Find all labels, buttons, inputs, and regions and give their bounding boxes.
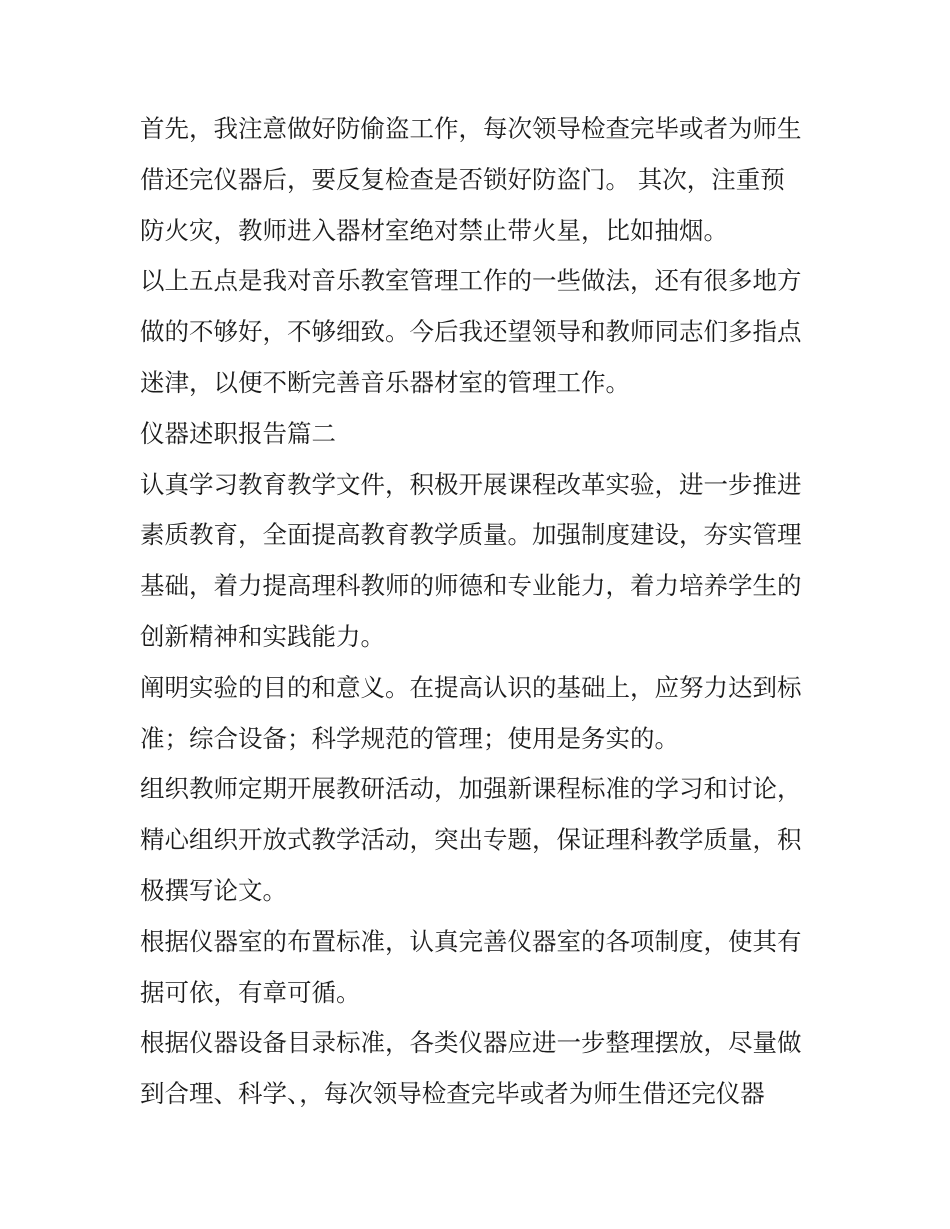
paragraph-purpose: [140, 663, 820, 765]
text-line: 根据仪器设备目录标准，各类仪器应进一步整理摆放，尽量做: [140, 1028, 802, 1058]
heading-line: 仪器述职报告篇二: [140, 418, 336, 448]
text-line: 防火灾，教师进入器材室绝对禁止带火星，比如抽烟。: [140, 215, 728, 245]
paragraph-conclusion: [140, 256, 820, 408]
text-line: 精心组织开放式教学活动，突出专题，保证理科教学质量，积: [140, 825, 802, 855]
text-line: 创新精神和实践能力。: [140, 621, 385, 651]
text-line: 借还完仪器后，要反复检查是否锁好防盗门。 其次，注重预: [140, 164, 785, 194]
text-line: 到合理、科学、，每次领导检查完毕或者为师生借还完仪器: [140, 1079, 765, 1109]
text-line: 阐明实验的目的和意义。在提高认识的基础上，应努力达到标: [140, 672, 802, 702]
paragraph-study: [140, 460, 820, 663]
text-line: 首先，我注意做好防偷盗工作，每次领导检查完毕或者为师生: [140, 114, 802, 143]
paragraph-teaching-research: [140, 764, 820, 916]
paragraph-equipment-catalog: [140, 1018, 820, 1120]
text-line: 以上五点是我对音乐教室管理工作的一些做法，还有很多地方: [140, 266, 802, 296]
document-body: [140, 104, 820, 1120]
text-line: 做的不够好，不够细致。今后我还望领导和教师同志们多指点: [140, 317, 802, 347]
text-line: 组织教师定期开展教研活动，加强新课程标准的学习和讨论，: [140, 774, 802, 804]
text-line: 准；综合设备；科学规范的管理；使用是务实的。: [140, 723, 679, 753]
text-line: 素质教育，全面提高教育教学质量。加强制度建设，夯实管理: [140, 520, 802, 550]
text-line: 认真学习教育教学文件，积极开展课程改革实验，进一步推进: [140, 469, 802, 499]
section-heading: [140, 409, 820, 460]
text-line: 极撰写论文。: [140, 875, 287, 905]
text-line: 据可依，有章可循。: [140, 977, 361, 1007]
text-line: 根据仪器室的布置标准，认真完善仪器室的各项制度，使其有: [140, 926, 802, 956]
text-line: 基础，着力提高理科教师的师德和专业能力，着力培养学生的: [140, 571, 802, 601]
paragraph-security: [140, 104, 820, 256]
text-line: 迷津，以便不断完善音乐器材室的管理工作。: [140, 367, 630, 397]
paragraph-room-rules: [140, 917, 820, 1019]
